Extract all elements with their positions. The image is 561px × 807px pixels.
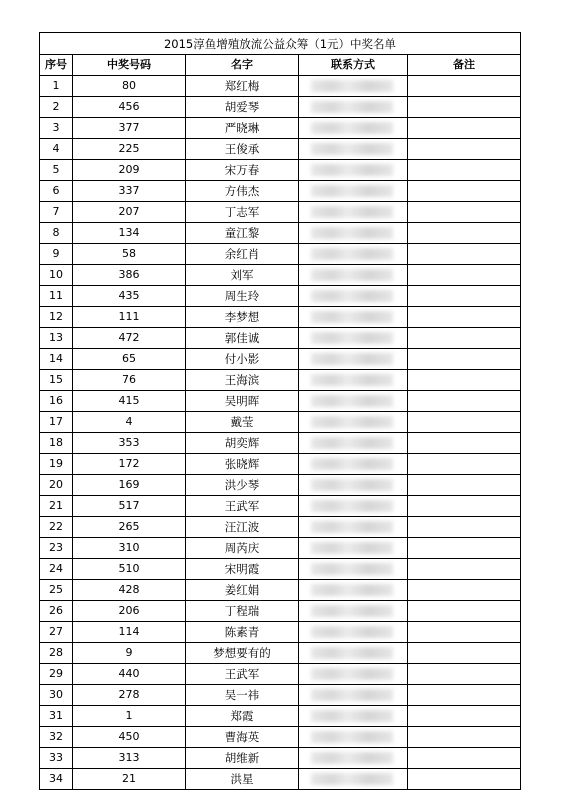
row-contact-redacted: [299, 706, 408, 727]
row-contact-redacted: [299, 601, 408, 622]
row-contact-redacted: [299, 685, 408, 706]
table-row: [40, 601, 521, 622]
row-winning-number: 450: [73, 727, 186, 748]
row-index: 14: [40, 349, 73, 370]
redaction-blur: [311, 689, 393, 701]
header-row: [40, 55, 521, 76]
row-winning-number: 517: [73, 496, 186, 517]
row-name: 周芮庆: [186, 538, 299, 559]
row-name: 王武军: [186, 664, 299, 685]
row-remarks: [408, 181, 521, 202]
row-remarks: [408, 97, 521, 118]
row-winning-number: 337: [73, 181, 186, 202]
redaction-blur: [311, 479, 393, 491]
row-name: 洪星: [186, 769, 299, 790]
row-contact-redacted: [299, 433, 408, 454]
row-contact-redacted: [299, 349, 408, 370]
row-winning-number: 207: [73, 202, 186, 223]
redaction-blur: [311, 731, 393, 743]
redaction-blur: [311, 248, 393, 260]
row-name: 姜红娟: [186, 580, 299, 601]
row-name: 付小影: [186, 349, 299, 370]
table-row: [40, 685, 521, 706]
row-contact-redacted: [299, 160, 408, 181]
row-contact-redacted: [299, 139, 408, 160]
header-remarks: 备注: [408, 55, 521, 76]
table-row: [40, 727, 521, 748]
redaction-blur: [311, 269, 393, 281]
redaction-blur: [311, 395, 393, 407]
table-row: [40, 517, 521, 538]
row-winning-number: 428: [73, 580, 186, 601]
table-row: [40, 433, 521, 454]
row-index: 8: [40, 223, 73, 244]
row-index: 19: [40, 454, 73, 475]
row-contact-redacted: [299, 286, 408, 307]
table-row: [40, 622, 521, 643]
row-index: 15: [40, 370, 73, 391]
row-name: 张晓辉: [186, 454, 299, 475]
row-name: 宋万春: [186, 160, 299, 181]
row-contact-redacted: [299, 580, 408, 601]
row-index: 18: [40, 433, 73, 454]
table-row: [40, 664, 521, 685]
row-winning-number: 278: [73, 685, 186, 706]
redaction-blur: [311, 437, 393, 449]
row-winning-number: 169: [73, 475, 186, 496]
row-name: 梦想要有的: [186, 643, 299, 664]
row-remarks: [408, 433, 521, 454]
row-name: 吴一祎: [186, 685, 299, 706]
table-row: [40, 769, 521, 790]
redaction-blur: [311, 626, 393, 638]
row-index: 4: [40, 139, 73, 160]
row-remarks: [408, 685, 521, 706]
row-index: 32: [40, 727, 73, 748]
row-contact-redacted: [299, 76, 408, 97]
redaction-blur: [311, 80, 393, 92]
winners-table: [39, 32, 521, 790]
row-contact-redacted: [299, 559, 408, 580]
table-row: [40, 328, 521, 349]
table-row: [40, 580, 521, 601]
row-contact-redacted: [299, 391, 408, 412]
table-row: [40, 538, 521, 559]
header-winning-number: 中奖号码: [73, 55, 186, 76]
row-index: 21: [40, 496, 73, 517]
row-name: 陈素青: [186, 622, 299, 643]
row-name: 胡爱琴: [186, 97, 299, 118]
row-winning-number: 111: [73, 307, 186, 328]
row-contact-redacted: [299, 97, 408, 118]
row-name: 郭佳诚: [186, 328, 299, 349]
row-contact-redacted: [299, 475, 408, 496]
row-contact-redacted: [299, 454, 408, 475]
row-winning-number: 353: [73, 433, 186, 454]
redaction-blur: [311, 353, 393, 365]
row-index: 6: [40, 181, 73, 202]
row-remarks: [408, 706, 521, 727]
row-index: 26: [40, 601, 73, 622]
row-index: 3: [40, 118, 73, 139]
row-contact-redacted: [299, 496, 408, 517]
row-index: 10: [40, 265, 73, 286]
redaction-blur: [311, 185, 393, 197]
redaction-blur: [311, 563, 393, 575]
row-contact-redacted: [299, 265, 408, 286]
redaction-blur: [311, 374, 393, 386]
row-winning-number: 435: [73, 286, 186, 307]
row-index: 30: [40, 685, 73, 706]
row-contact-redacted: [299, 748, 408, 769]
table-row: [40, 307, 521, 328]
row-remarks: [408, 118, 521, 139]
row-name: 曹海英: [186, 727, 299, 748]
row-winning-number: 472: [73, 328, 186, 349]
row-name: 丁程瑞: [186, 601, 299, 622]
row-index: 20: [40, 475, 73, 496]
row-remarks: [408, 748, 521, 769]
table-row: [40, 160, 521, 181]
row-winning-number: 114: [73, 622, 186, 643]
row-winning-number: 510: [73, 559, 186, 580]
row-index: 25: [40, 580, 73, 601]
row-winning-number: 377: [73, 118, 186, 139]
row-contact-redacted: [299, 538, 408, 559]
row-winning-number: 1: [73, 706, 186, 727]
table-row: [40, 97, 521, 118]
row-contact-redacted: [299, 664, 408, 685]
table-row: [40, 244, 521, 265]
row-name: 王俊承: [186, 139, 299, 160]
row-name: 刘军: [186, 265, 299, 286]
row-index: 11: [40, 286, 73, 307]
redaction-blur: [311, 416, 393, 428]
redaction-blur: [311, 143, 393, 155]
row-name: 胡奕辉: [186, 433, 299, 454]
table-row: [40, 181, 521, 202]
row-winning-number: 4: [73, 412, 186, 433]
row-contact-redacted: [299, 328, 408, 349]
redaction-blur: [311, 542, 393, 554]
table-row: [40, 139, 521, 160]
table-row: [40, 286, 521, 307]
redaction-blur: [311, 521, 393, 533]
row-index: 23: [40, 538, 73, 559]
row-contact-redacted: [299, 118, 408, 139]
row-winning-number: 65: [73, 349, 186, 370]
row-winning-number: 225: [73, 139, 186, 160]
row-index: 33: [40, 748, 73, 769]
row-remarks: [408, 349, 521, 370]
redaction-blur: [311, 311, 393, 323]
row-name: 童江黎: [186, 223, 299, 244]
header-index: 序号: [40, 55, 73, 76]
row-remarks: [408, 412, 521, 433]
row-winning-number: 9: [73, 643, 186, 664]
redaction-blur: [311, 710, 393, 722]
row-winning-number: 21: [73, 769, 186, 790]
table-row: [40, 706, 521, 727]
row-index: 27: [40, 622, 73, 643]
row-remarks: [408, 538, 521, 559]
row-index: 7: [40, 202, 73, 223]
row-index: 12: [40, 307, 73, 328]
row-contact-redacted: [299, 370, 408, 391]
table-row: [40, 370, 521, 391]
redaction-blur: [311, 647, 393, 659]
row-index: 9: [40, 244, 73, 265]
table-row: [40, 391, 521, 412]
row-winning-number: 386: [73, 265, 186, 286]
row-remarks: [408, 475, 521, 496]
row-contact-redacted: [299, 307, 408, 328]
row-winning-number: 313: [73, 748, 186, 769]
redaction-blur: [311, 101, 393, 113]
row-remarks: [408, 559, 521, 580]
redaction-blur: [311, 290, 393, 302]
table-row: [40, 559, 521, 580]
row-remarks: [408, 580, 521, 601]
redaction-blur: [311, 458, 393, 470]
row-contact-redacted: [299, 517, 408, 538]
row-contact-redacted: [299, 622, 408, 643]
redaction-blur: [311, 584, 393, 596]
row-winning-number: 80: [73, 76, 186, 97]
row-name: 严晓琳: [186, 118, 299, 139]
row-remarks: [408, 76, 521, 97]
row-contact-redacted: [299, 181, 408, 202]
row-remarks: [408, 643, 521, 664]
row-name: 周生玲: [186, 286, 299, 307]
row-name: 方伟杰: [186, 181, 299, 202]
row-winning-number: 310: [73, 538, 186, 559]
table-row: [40, 475, 521, 496]
row-name: 戴莹: [186, 412, 299, 433]
row-remarks: [408, 223, 521, 244]
row-contact-redacted: [299, 202, 408, 223]
row-name: 洪少琴: [186, 475, 299, 496]
table-row: [40, 643, 521, 664]
row-name: 余红肖: [186, 244, 299, 265]
row-index: 24: [40, 559, 73, 580]
redaction-blur: [311, 164, 393, 176]
row-remarks: [408, 160, 521, 181]
redaction-blur: [311, 122, 393, 134]
header-contact: 联系方式: [299, 55, 408, 76]
row-remarks: [408, 391, 521, 412]
row-contact-redacted: [299, 727, 408, 748]
table-row: [40, 412, 521, 433]
row-winning-number: 265: [73, 517, 186, 538]
redaction-blur: [311, 227, 393, 239]
row-index: 29: [40, 664, 73, 685]
row-remarks: [408, 454, 521, 475]
table-row: [40, 454, 521, 475]
row-name: 王海滨: [186, 370, 299, 391]
row-name: 吴明晖: [186, 391, 299, 412]
row-remarks: [408, 601, 521, 622]
row-name: 李梦想: [186, 307, 299, 328]
row-remarks: [408, 769, 521, 790]
row-winning-number: 76: [73, 370, 186, 391]
table-row: [40, 496, 521, 517]
row-remarks: [408, 265, 521, 286]
row-winning-number: 209: [73, 160, 186, 181]
row-name: 汪江波: [186, 517, 299, 538]
row-name: 宋明霞: [186, 559, 299, 580]
row-remarks: [408, 307, 521, 328]
table-row: [40, 748, 521, 769]
row-index: 31: [40, 706, 73, 727]
row-remarks: [408, 664, 521, 685]
row-name: 郑霞: [186, 706, 299, 727]
table-row: [40, 202, 521, 223]
row-index: 16: [40, 391, 73, 412]
row-contact-redacted: [299, 244, 408, 265]
row-winning-number: 58: [73, 244, 186, 265]
table-row: [40, 118, 521, 139]
header-name: 名字: [186, 55, 299, 76]
redaction-blur: [311, 752, 393, 764]
table-row: [40, 76, 521, 97]
row-index: 28: [40, 643, 73, 664]
redaction-blur: [311, 500, 393, 512]
row-remarks: [408, 139, 521, 160]
row-index: 5: [40, 160, 73, 181]
row-index: 13: [40, 328, 73, 349]
row-winning-number: 415: [73, 391, 186, 412]
row-index: 34: [40, 769, 73, 790]
row-index: 2: [40, 97, 73, 118]
row-index: 1: [40, 76, 73, 97]
row-remarks: [408, 286, 521, 307]
row-remarks: [408, 370, 521, 391]
row-contact-redacted: [299, 223, 408, 244]
row-index: 17: [40, 412, 73, 433]
row-remarks: [408, 328, 521, 349]
redaction-blur: [311, 773, 393, 785]
row-contact-redacted: [299, 412, 408, 433]
row-remarks: [408, 622, 521, 643]
row-remarks: [408, 517, 521, 538]
row-name: 王武军: [186, 496, 299, 517]
redaction-blur: [311, 332, 393, 344]
row-contact-redacted: [299, 769, 408, 790]
redaction-blur: [311, 605, 393, 617]
row-winning-number: 440: [73, 664, 186, 685]
sheet-title: 2015淳鱼增殖放流公益众筹（1元）中奖名单: [40, 33, 521, 55]
row-name: 郑红梅: [186, 76, 299, 97]
table-row: [40, 349, 521, 370]
row-winning-number: 206: [73, 601, 186, 622]
table-row: [40, 265, 521, 286]
row-remarks: [408, 727, 521, 748]
row-contact-redacted: [299, 643, 408, 664]
row-remarks: [408, 244, 521, 265]
row-index: 22: [40, 517, 73, 538]
redaction-blur: [311, 206, 393, 218]
row-remarks: [408, 202, 521, 223]
row-remarks: [408, 496, 521, 517]
table-row: [40, 223, 521, 244]
redaction-blur: [311, 668, 393, 680]
row-winning-number: 134: [73, 223, 186, 244]
row-winning-number: 456: [73, 97, 186, 118]
row-winning-number: 172: [73, 454, 186, 475]
row-name: 胡维新: [186, 748, 299, 769]
row-name: 丁志军: [186, 202, 299, 223]
